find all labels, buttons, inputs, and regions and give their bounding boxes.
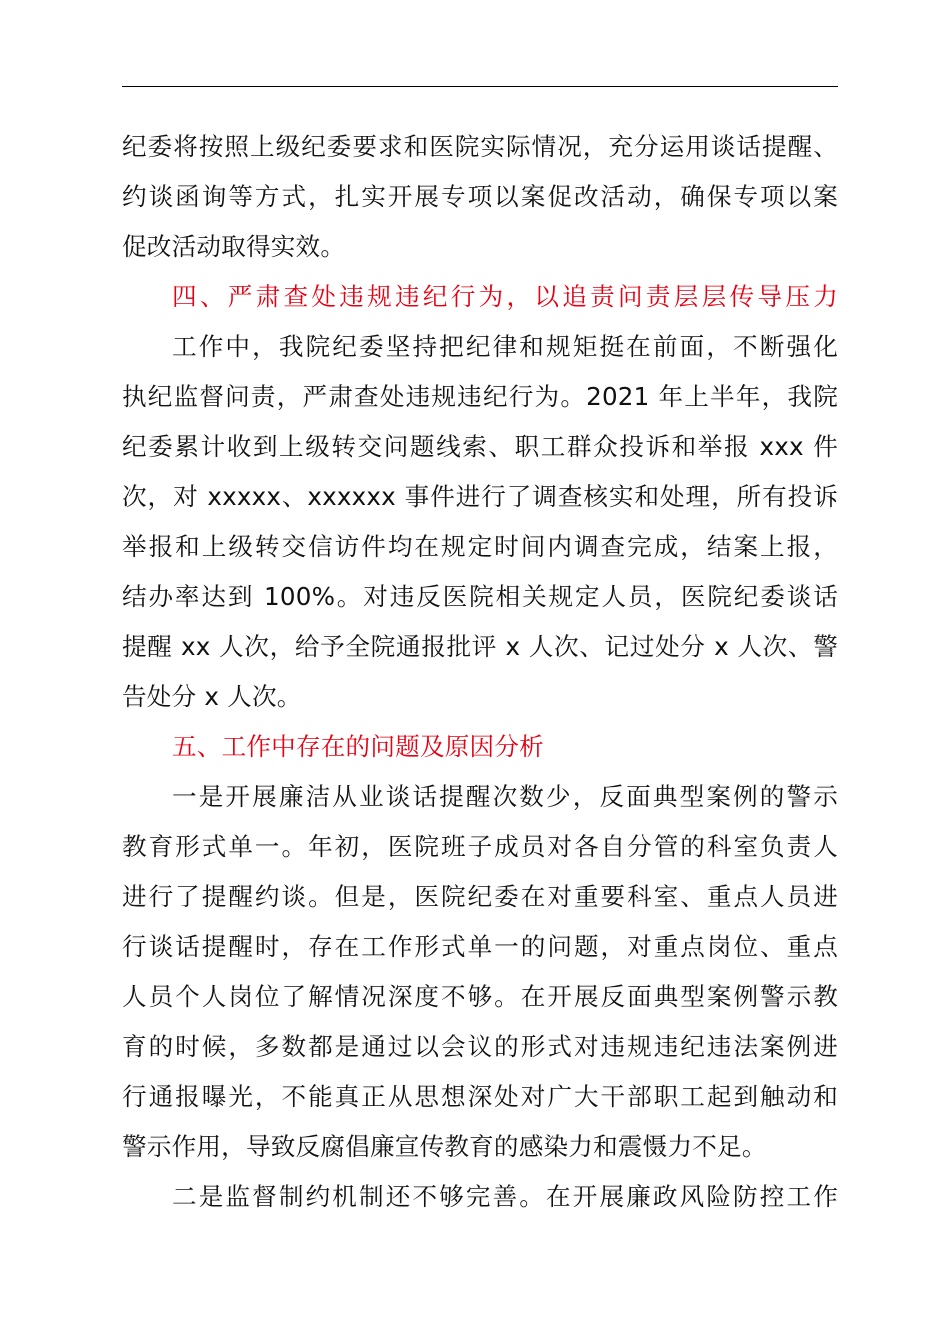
paragraph-line: 教育形式单一。年初，医院班子成员对各自分管的科室负责人: [122, 832, 838, 861]
paragraph-line: 促改活动取得实效。: [122, 232, 346, 261]
paragraph-line: 次，对 xxxxx、xxxxxx 事件进行了调查核实和处理，所有投诉: [122, 482, 838, 511]
paragraph-line: 告处分 x 人次。: [122, 682, 302, 711]
paragraph-line: 人员个人岗位了解情况深度不够。在开展反面典型案例警示教: [122, 982, 838, 1011]
paragraph-line: 行通报曝光，不能真正从思想深处对广大干部职工起到触动和: [122, 1082, 838, 1111]
document-body: [122, 122, 838, 1222]
paragraph-line: 纪委累计收到上级转交问题线索、职工群众投诉和举报 xxx 件: [122, 432, 838, 461]
section-heading-line: 四、严肃查处违规违纪行为，以追责问责层层传导压力: [172, 282, 838, 311]
paragraph-line: 工作中，我院纪委坚持把纪律和规矩挺在前面，不断强化: [172, 332, 838, 361]
paragraph-line: 提醒 xx 人次，给予全院通报批评 x 人次、记过处分 x 人次、警: [122, 632, 838, 661]
header-rule: [122, 86, 838, 87]
paragraph-line: 结办率达到 100%。对违反医院相关规定人员，医院纪委谈话: [122, 582, 838, 611]
paragraph-line: 进行了提醒约谈。但是，医院纪委在对重要科室、重点人员进: [122, 882, 838, 911]
paragraph-line: 二是监督制约机制还不够完善。在开展廉政风险防控工作: [172, 1182, 838, 1211]
paragraph-line: 执纪监督问责，严肃查处违规违纪行为。2021 年上半年，我院: [122, 382, 838, 411]
paragraph-line: 举报和上级转交信访件均在规定时间内调查完成，结案上报，: [122, 532, 838, 561]
section-heading-line: 五、工作中存在的问题及原因分析: [172, 732, 544, 761]
paragraph-line: 育的时候，多数都是通过以会议的形式对违规违纪违法案例进: [122, 1032, 838, 1061]
paragraph-line: 一是开展廉洁从业谈话提醒次数少，反面典型案例的警示: [172, 782, 838, 811]
paragraph-line: 行谈话提醒时，存在工作形式单一的问题，对重点岗位、重点: [122, 932, 838, 961]
paragraph-line: 约谈函询等方式，扎实开展专项以案促改活动，确保专项以案: [122, 182, 838, 211]
paragraph-line: 警示作用，导致反腐倡廉宣传教育的感染力和震慑力不足。: [122, 1132, 767, 1161]
paragraph-line: 纪委将按照上级纪委要求和医院实际情况，充分运用谈话提醒、: [122, 132, 838, 161]
